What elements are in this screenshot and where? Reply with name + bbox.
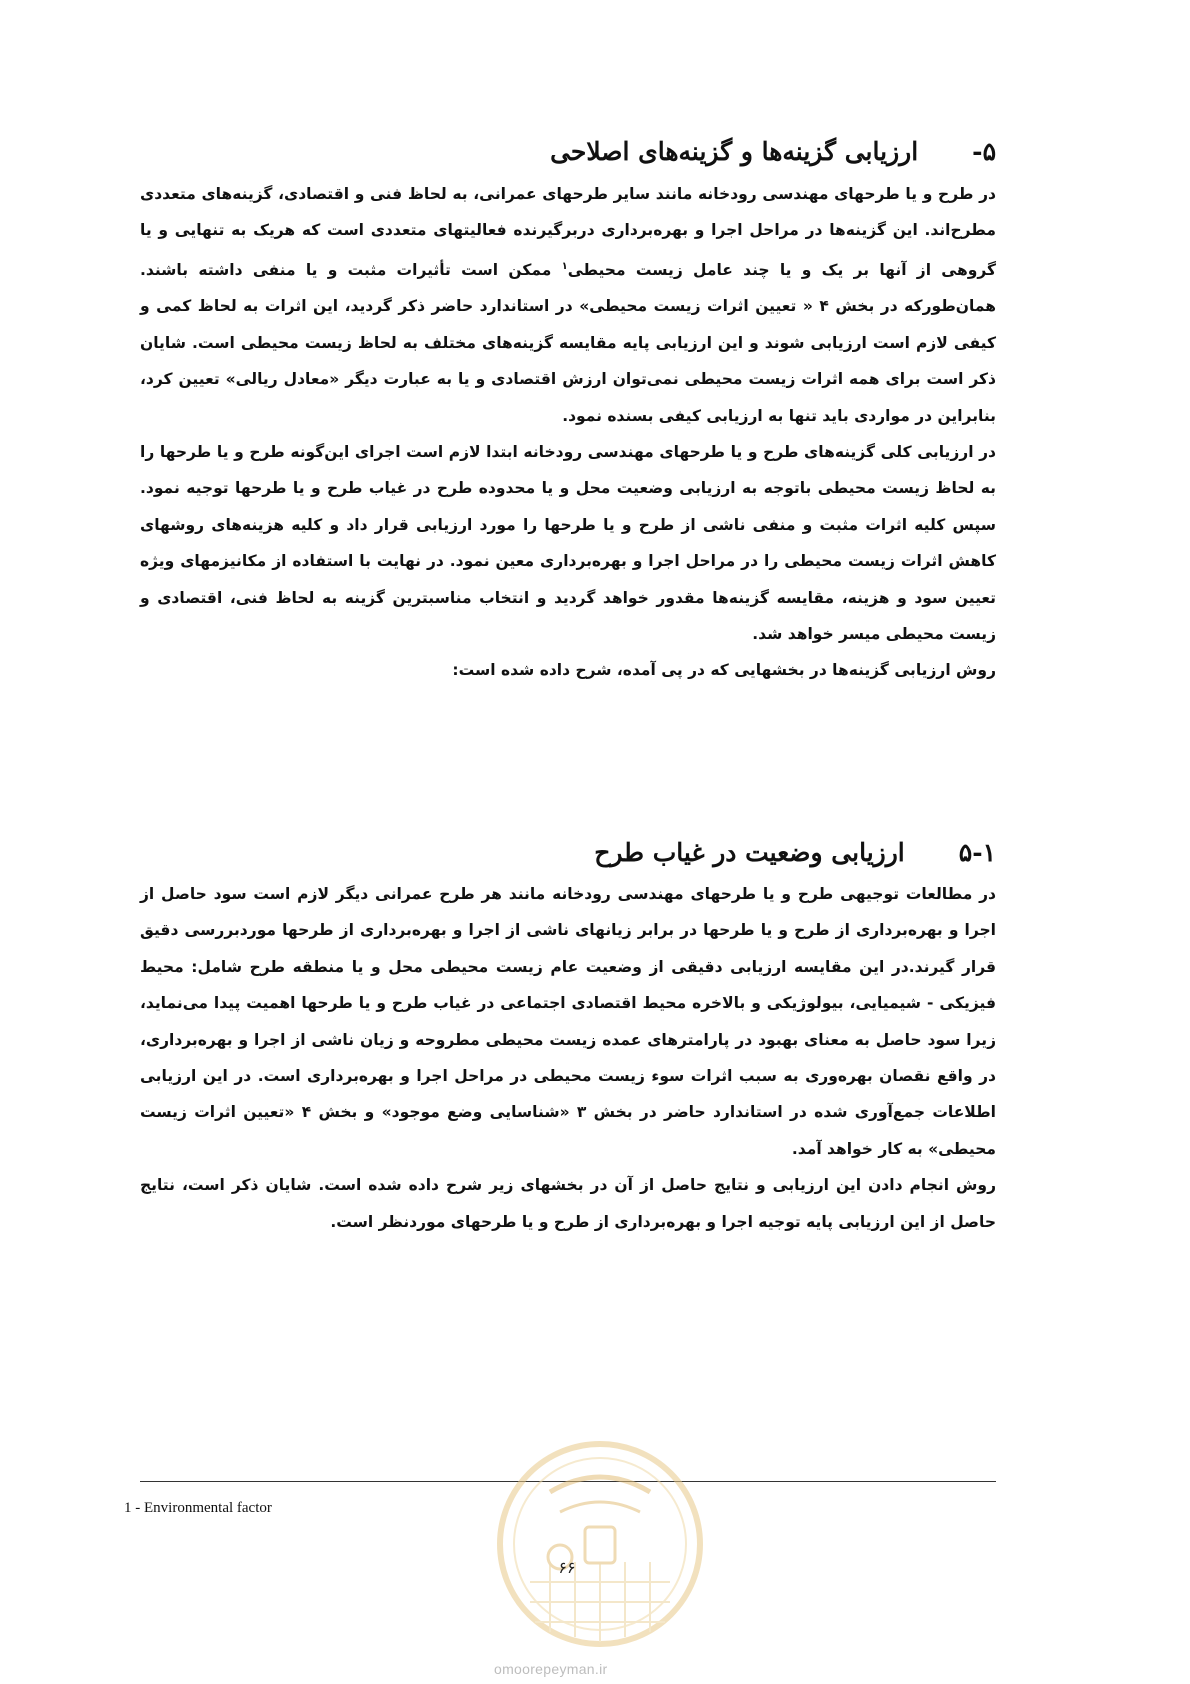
paragraph-intro	[140, 176, 996, 434]
section-body-5-1	[140, 876, 996, 1240]
paragraph-method: روش ارزیابی گزینه‌ها در بخشهایی که در پی آمده، شرح داده شده است:	[452, 661, 996, 680]
watermark-url: omoorepeyman.ir	[494, 1661, 608, 1677]
publisher-seal-icon	[490, 1432, 710, 1662]
section-number: ۵-	[972, 137, 996, 166]
footnote-reference: ۱	[561, 260, 568, 272]
paragraph-text: در طرح و یا طرحهای مهندسی رودخانه مانند سایر طرحهای عمرانی، به لحاظ فنی و اقتصادی، گزینه‌های متعددی مطرح‌اند. این گزینه‌ها در مراحل اجرا و بهره‌برداری دربرگیرنده فعالیتهای متعددی است که هریک به تنهایی و یا گروهی از آنها بر یک و یا چند عامل زیست محیطی	[140, 185, 996, 279]
paragraph-evaluation: در ارزیابی کلی گزینه‌های طرح و یا طرحهای مهندسی رودخانه ابتدا لازم است اجرای این‌گونه طرح و یا طرحها را به لحاظ زیست محیطی باتوجه به ارزیابی وضعیت محل و یا محدوده طرح در غیاب طرح و یا طرحها توجیه نمود. سپس کلیه اثرات مثبت و منفی ناشی از طرح و یا طرحها را مورد ارزیابی قرار داد و کلیه هزینه‌های روشهای کاهش اثرات زیست محیطی را در مراحل اجرا و بهره‌برداری معین نمود. در نهایت با استفاده از مکانیزمهای ویژه تعیین سود و هزینه، مقایسه گزینه‌ها مقدور خواهد گردید و انتخاب مناسبترین گزینه به لحاظ فنی، اقتصادی و زیست محیطی میسر خواهد شد.	[140, 443, 996, 644]
paragraph-text: ممکن است تأثیرات مثبت و یا منفی داشته باشند. همان‌طورکه در بخش ۴ « تعیین اثرات زیست محیطی» در استاندارد حاضر ذکر گردید، این اثرات به لحاظ کمی و کیفی لازم است ارزیابی شوند و این ارزیابی پایه مقایسه گزینه‌های مختلف به لحاظ زیست محیطی است. شایان ذکر است برای همه اثرات زیست محیطی نمی‌توان ارزش اقتصادی و یا به عبارت دیگر «معادل ریالی» تعیین کرد، بنابراین در مواردی باید تنها به ارزیابی کیفی بسنده نمود.	[140, 260, 996, 425]
section-number: ۵-۱	[958, 838, 996, 867]
section-body-5	[140, 176, 996, 689]
section-title: ارزیابی گزینه‌ها و گزینه‌های اصلاحی	[550, 137, 919, 166]
footnote: 1 - Environmental factor	[124, 1500, 272, 1516]
paragraph-conclusion: روش انجام دادن این ارزیابی و نتایج حاصل از آن در بخشهای زیر شرح داده شده است. شایان ذکر است، نتایج حاصل از این ارزیابی پایه توجیه اجرا و بهره‌برداری از طرح و یا طرحهای موردنظر است.	[140, 1176, 996, 1231]
section-heading-5	[550, 137, 996, 166]
page-number: ۶۶	[558, 1558, 576, 1577]
section-heading-5-1	[594, 838, 996, 867]
paragraph-feasibility: در مطالعات توجیهی طرح و یا طرحهای مهندسی رودخانه مانند هر طرح عمرانی دیگر لازم است سود حاصل از اجرا و بهره‌برداری از طرح و یا طرحها در برابر زیانهای ناشی از اجرا و بهره‌برداری از طرحها موردبررسی دقیق قرار گیرند.در این مقایسه ارزیابی دقیقی از وضعیت عام زیست محیطی محل و یا منطقه طرح شامل: محیط فیزیکی - شیمیایی، بیولوژیکی و بالاخره محیط اقتصادی اجتماعی در غیاب طرح و یا طرحها اهمیت پیدا می‌نماید، زیرا سود حاصل به معنای بهبود در پارامترهای عمده زیست محیطی مطروحه و زیان ناشی از اجرا و بهره‌برداری، در واقع نقصان بهره‌وری به سبب اثرات سوء زیست محیطی در مراحل اجرا و بهره‌برداری است. در این ارزیابی اطلاعات جمع‌آوری شده در استاندارد حاضر در بخش ۳ «شناسایی وضع موجود» و بخش ۴ «تعیین اثرات زیست محیطی» به کار خواهد آمد.	[140, 885, 996, 1158]
section-title: ارزیابی وضعیت در غیاب طرح	[594, 838, 905, 867]
